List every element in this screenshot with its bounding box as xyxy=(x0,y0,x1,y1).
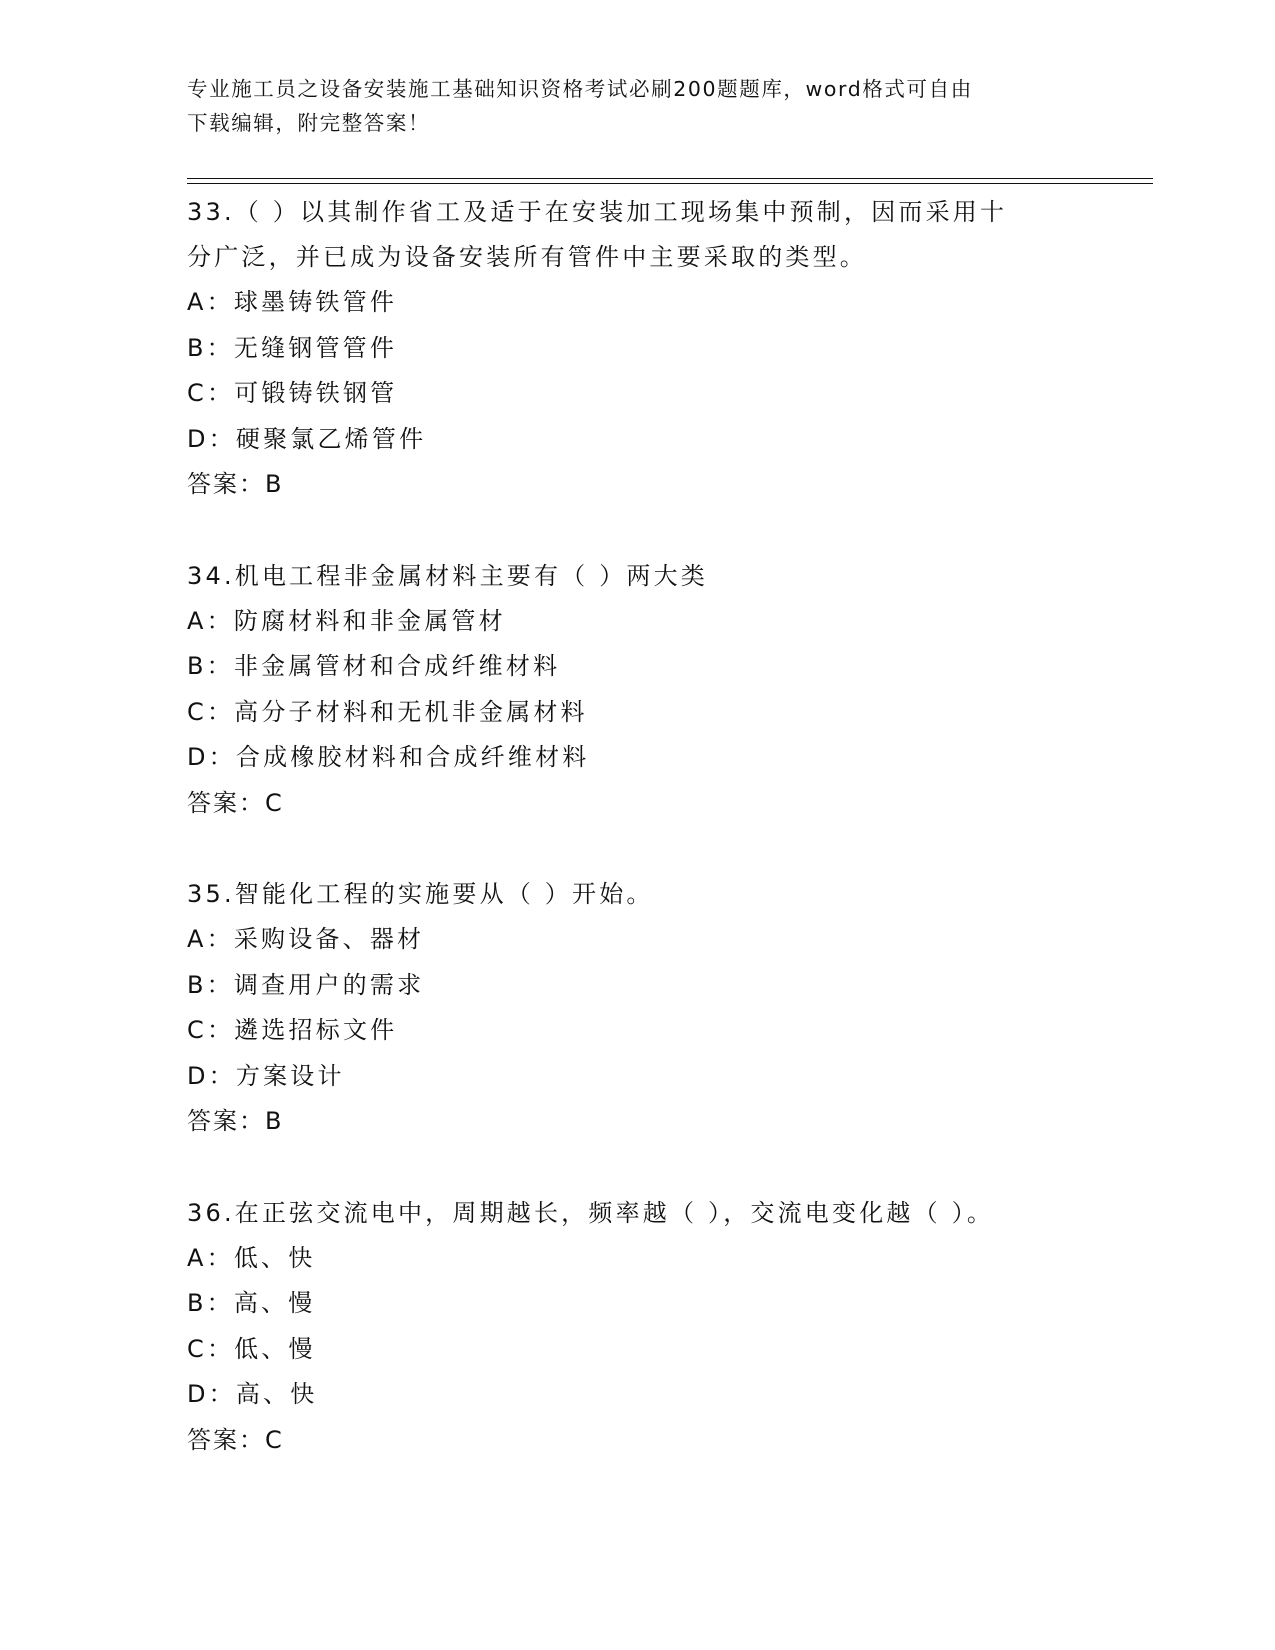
option-c: C：可锻铸铁钢管 xyxy=(187,379,398,407)
option-b: B：高、慢 xyxy=(187,1289,316,1317)
header-line-2: 下载编辑，附完整答案！ xyxy=(187,111,431,135)
answer: 答案：B xyxy=(187,1107,284,1135)
question-list xyxy=(187,190,1087,1509)
question-text: 33.（ ）以其制作省工及适于在安装加工现场集中预制，因而采用十 xyxy=(187,198,1008,226)
answer: 答案：C xyxy=(187,1425,284,1454)
answer: 答案：C xyxy=(187,788,284,817)
header-divider-top xyxy=(187,178,1153,179)
option-a: A：低、快 xyxy=(187,1243,316,1272)
question-text: 34.机电工程非金属材料主要有（ ）两大类 xyxy=(187,561,708,590)
option-b: B：调查用户的需求 xyxy=(187,970,425,999)
question-34 xyxy=(187,554,1087,827)
header-line-1: 专业施工员之设备安装施工基础知识资格考试必刷200题题库，word格式可自由 xyxy=(187,77,973,101)
option-b: B：无缝钢管管件 xyxy=(187,333,398,362)
option-c: C：遴选招标文件 xyxy=(187,1016,398,1044)
option-d: D：高、快 xyxy=(187,1380,318,1408)
header-divider-bottom xyxy=(187,183,1153,184)
option-d: D：硬聚氯乙烯管件 xyxy=(187,424,427,453)
question-35 xyxy=(187,872,1087,1145)
option-d: D：方案设计 xyxy=(187,1061,345,1090)
question-36 xyxy=(187,1191,1087,1464)
answer: 答案：B xyxy=(187,470,284,498)
question-text: 35.智能化工程的实施要从（ ）开始。 xyxy=(187,880,654,908)
option-c: C：高分子材料和无机非金属材料 xyxy=(187,697,588,726)
option-d: D：合成橡胶材料和合成纤维材料 xyxy=(187,743,590,771)
option-a: A：防腐材料和非金属管材 xyxy=(187,606,506,635)
document-header xyxy=(187,72,1067,140)
option-c: C：低、慢 xyxy=(187,1334,316,1363)
question-33 xyxy=(187,190,1087,508)
option-a: A：采购设备、器材 xyxy=(187,925,425,953)
question-text-continued: 分广泛，并已成为设备安装所有管件中主要采取的类型。 xyxy=(187,243,867,271)
option-a: A：球墨铸铁管件 xyxy=(187,288,398,316)
option-b: B：非金属管材和合成纤维材料 xyxy=(187,652,561,680)
question-text: 36.在正弦交流电中，周期越长，频率越（ ），交流电变化越（ ）。 xyxy=(187,1198,995,1227)
